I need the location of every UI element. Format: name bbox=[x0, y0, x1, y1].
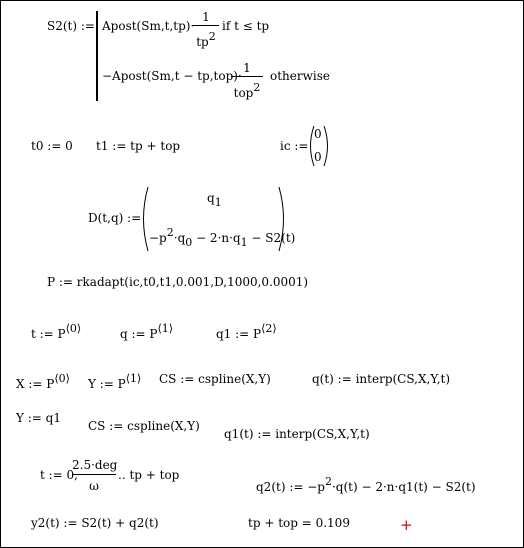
s2-case2-denominator: top2 bbox=[231, 76, 263, 99]
q-column-definition[interactable]: q := P⟨1⟩ bbox=[120, 322, 174, 341]
d-vector-row-2: −p2·q0 − 2·n·q1 − S2(t) bbox=[149, 226, 296, 249]
s2-definition-lhs[interactable]: S2(t) := bbox=[47, 19, 95, 33]
s2-case1-numerator: 1 bbox=[202, 10, 210, 24]
d-vector-row-1: q1 bbox=[207, 191, 222, 209]
s2-case1-fraction bbox=[193, 11, 219, 48]
ic-vector-entry-1: 0 bbox=[314, 150, 322, 164]
ic-right-paren bbox=[322, 125, 332, 167]
s2-case1-denominator: tp2 bbox=[193, 25, 219, 48]
s2-case2-fraction bbox=[231, 62, 263, 99]
t-range-step-fraction bbox=[72, 459, 116, 492]
crosshair-cursor-icon: + bbox=[400, 516, 413, 534]
q2-definition[interactable]: q2(t) := −p2·q(t) − 2·n·q1(t) − S2(t) bbox=[256, 475, 476, 494]
t-column-definition[interactable]: t := P⟨0⟩ bbox=[31, 322, 82, 341]
y-column-definition[interactable]: Y := P⟨1⟩ bbox=[88, 372, 142, 391]
t1-definition[interactable]: t1 := tp + top bbox=[96, 139, 181, 153]
ic-vector-entry-0: 0 bbox=[314, 127, 322, 141]
x-column-definition[interactable]: X := P⟨0⟩ bbox=[16, 372, 70, 391]
s2-case2-condition: otherwise bbox=[270, 69, 330, 83]
y-q1-definition[interactable]: Y := q1 bbox=[16, 411, 61, 425]
piecewise-bar bbox=[96, 11, 98, 101]
cs-cspline-definition-1[interactable]: CS := cspline(X,Y) bbox=[159, 372, 271, 386]
tp-top-evaluation[interactable]: tp + top = 0.109 bbox=[248, 516, 350, 530]
t0-definition[interactable]: t0 := 0 bbox=[31, 139, 73, 153]
s2-case1-condition: if t ≤ tp bbox=[222, 19, 270, 33]
q-interp-definition[interactable]: q(t) := interp(CS,X,Y,t) bbox=[312, 372, 451, 386]
t-range-step-numerator: 2.5·deg bbox=[72, 458, 118, 472]
p-rkadapt-definition[interactable]: P := rkadapt(ic,t0,t1,0.001,D,1000,0.0001) bbox=[47, 275, 309, 289]
s2-case1-expression[interactable]: Apost(Sm,t,tp)· bbox=[102, 19, 195, 33]
s2-case2-numerator: 1 bbox=[243, 61, 251, 75]
t-range-step-denominator: ω bbox=[72, 474, 116, 492]
y2-definition[interactable]: y2(t) := S2(t) + q2(t) bbox=[31, 516, 159, 530]
d-definition-lhs[interactable]: D(t,q) := bbox=[88, 211, 142, 225]
ic-definition-lhs[interactable]: ic := bbox=[280, 139, 309, 153]
t-range-rest: .. tp + top bbox=[118, 468, 180, 482]
d-right-paren bbox=[277, 186, 289, 252]
q1-column-definition[interactable]: q1 := P⟨2⟩ bbox=[216, 322, 277, 341]
t-range-lhs[interactable]: t := 0, bbox=[40, 468, 78, 482]
cs-cspline-definition-2[interactable]: CS := cspline(X,Y) bbox=[88, 419, 200, 433]
s2-case2-expression[interactable]: −Apost(Sm,t − tp,top)· bbox=[102, 69, 242, 83]
q1-interp-definition[interactable]: q1(t) := interp(CS,X,Y,t) bbox=[224, 427, 370, 441]
